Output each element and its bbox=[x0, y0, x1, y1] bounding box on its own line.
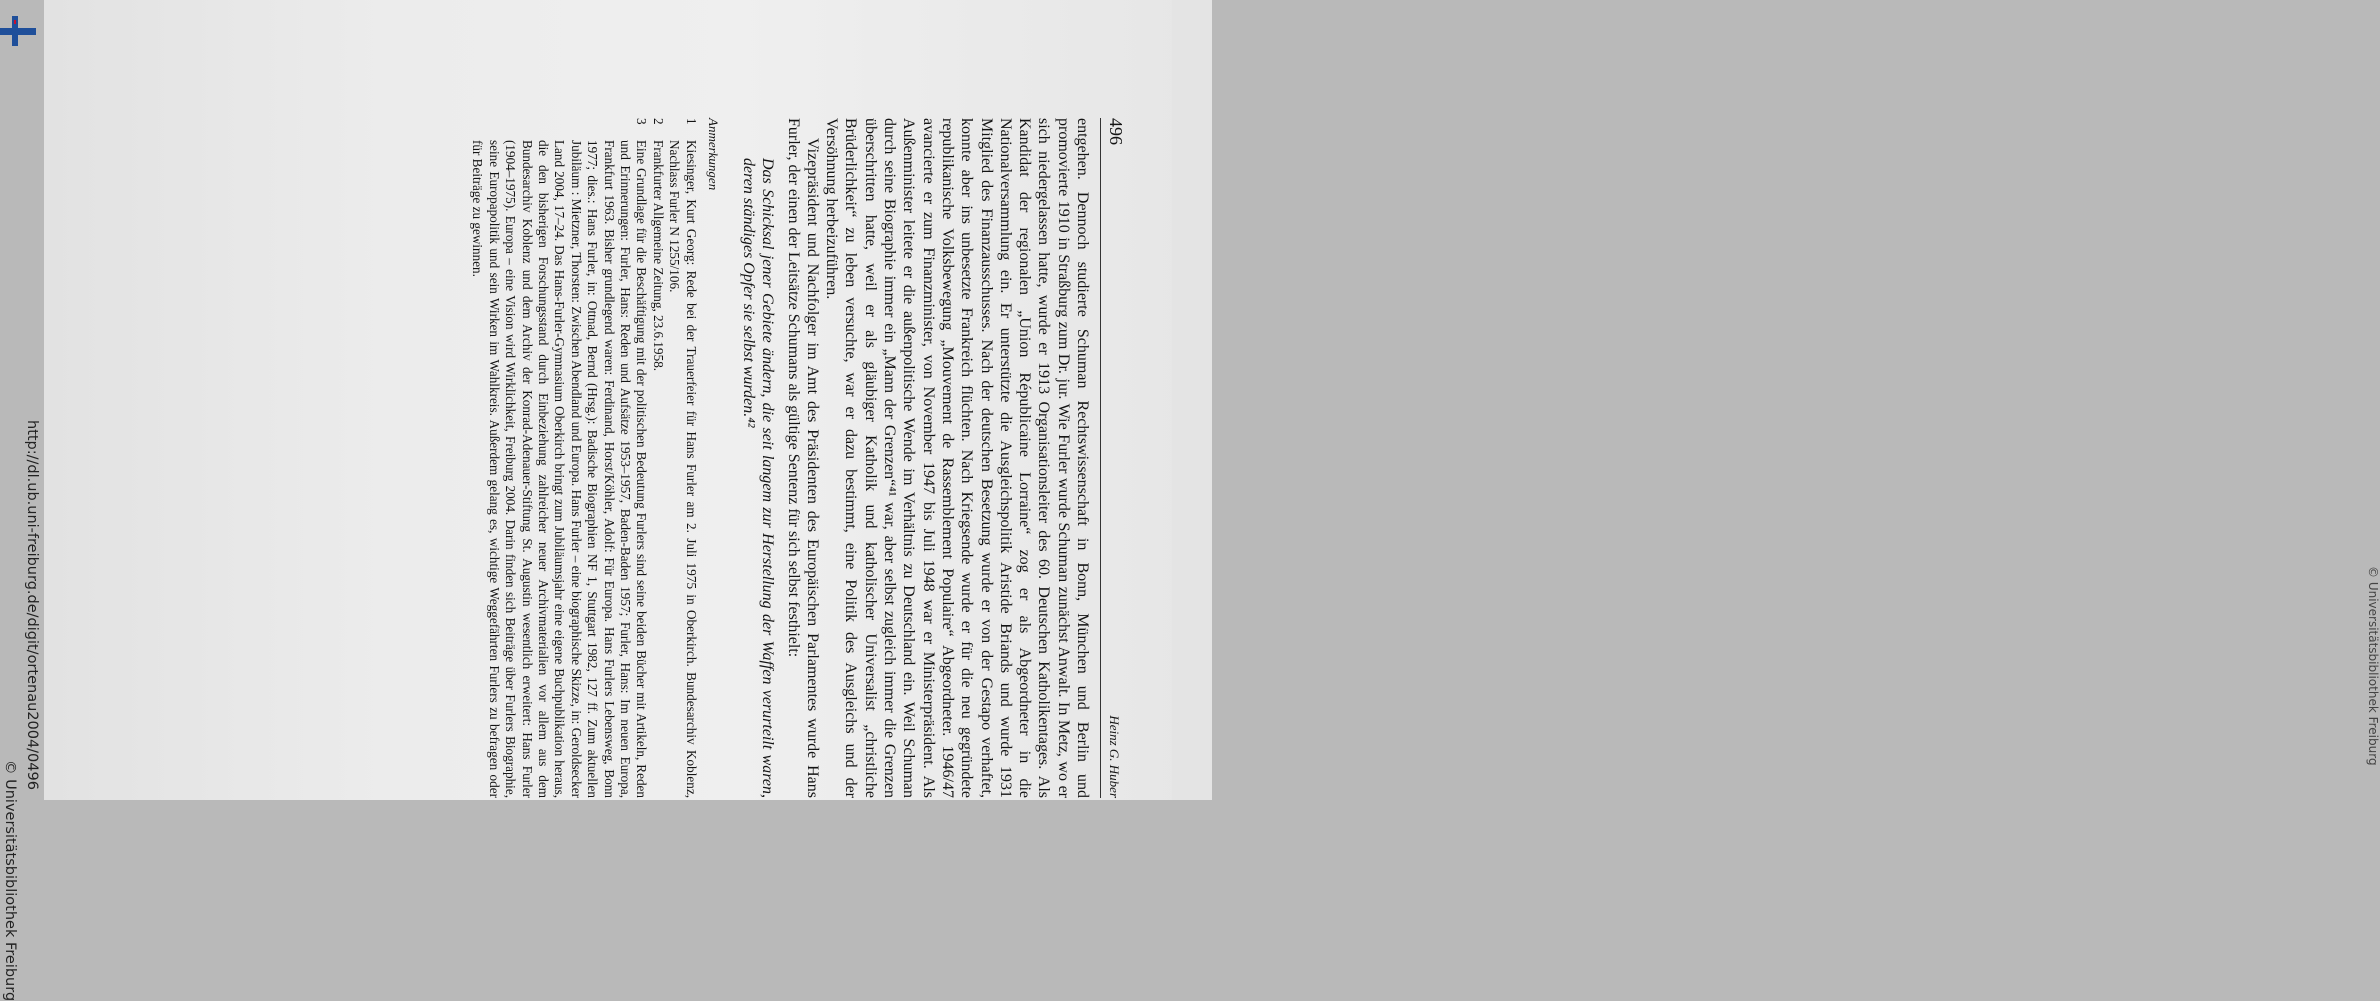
footnote-number: 2 bbox=[650, 118, 666, 125]
block-quote: Das Schicksal jener Gebiete ändern, die seit langem zur Herstellung der Waffen verurteilt waren, deren ständiges Opfer sie selbst wurden.⁴² bbox=[739, 158, 777, 798]
right-edge-strip bbox=[1172, 0, 2380, 800]
library-logo-icon bbox=[0, 0, 44, 46]
running-head-author: Heinz G. Huber bbox=[1107, 715, 1122, 798]
notes-heading: Anmerkungen bbox=[705, 118, 721, 191]
footnote-text: Eine Grundlage für die Beschäftigung mit der politischen Bedeutung Furlers sind seine beiden Bücher mit Artikeln, Reden und Erinnerungen: Furler, Hans: Reden und Aufsätze 1953–1957, Baden-Baden 1957; Furler, Hans: Im neuen Europa, Frankfurt 1963. Bisher grundlegend waren: Ferdinand, Horst/Köhler, Adolf: Für Europa. Hans Furlers Lebensweg, Bonn 1977; dies.: Hans Furler, in: Ottnad, Bernd (Hrsg.): Badische Biographien NF 1, Stuttgart 1982, 127 ff. Zum aktuellen Jubiläum : Mietzner, Thorsten: Zwischen Abendland und Europa. Hans Furler – eine biographische Skizze, in: Geroldsecker Land 2004, 17–24. Das Hans-Furler-Gymnasium Oberkirch bringt zum Jubiläumsjahr eine eigene Buchpublikation heraus, die den bisherigen Forschungsstand durch Einbeziehung zahlreicher neuer Archivmaterialien vor allem aus dem Bundesarchiv Koblenz und dem Archiv der Konrad-Adenauer-Stiftung St. Augustin wesentlich erweitert: Hans Furler (1904–1975). Europa – eine Vision wird Wirklichkeit, Freiburg 2004. Darin finden sich Beiträge über Furlers Biographie, seine Europapolitik und sein Wirken im Wahlkreis. Außerdem gelang es, wichtige Weggefährten Furlers zu befragen oder für Beiträge zu gewinnen. bbox=[470, 140, 650, 798]
footnote bbox=[649, 118, 665, 798]
footnote-text: Kiesinger, Kurt Georg: Rede bei der Trauerfeier für Hans Furler am 2. Juli 1975 in Oberkirch. Bundesarchiv Koblenz, Nachlass Furler N 1255/106. bbox=[667, 140, 699, 798]
page-content bbox=[146, 118, 1126, 798]
document-url-link[interactable]: http://dl.ub.uni-freiburg.de/digit/ortenau2004/0496 bbox=[24, 420, 40, 790]
footnotes bbox=[469, 118, 699, 798]
copyright-notice: © Universitätsbibliothek Freiburg bbox=[2, 760, 18, 1001]
footnote-text: Frankfurter Allgemeine Zeitung, 23.6.1958. bbox=[650, 140, 666, 372]
paragraph: Vizepräsident und Nachfolger im Amt des Präsidenten des Europäischen Parlamentes wurde Hans Furler, der einen der Leitsätze Schumans als gültige Sentenz für sich selbst festhielt: bbox=[784, 118, 821, 798]
paragraph: entgehen. Dennoch studierte Schuman Rechtswissenschaft in Bonn, München und Berlin und promovierte 1910 in Straßburg zum Dr. jur. Wie Furler wurde Schuman zunächst Anwalt. In Metz, wo er sich niedergelassen hatte, wurde er 1913 Organisationsleiter des 60. Deutschen Katholikentages. Als Kandidat der regionalen „Union Républicaine Lorraine“ zog er als Abgeordneter in die Nationalversammlung ein. Er unterstützte die Ausgleichspolitik Aristide Briands und wurde 1931 Mitglied des Finanzausschusses. Nach der deutschen Besetzung wurde er von der Gestapo verhaftet, konnte aber ins unbesetzte Frankreich flüchten. Nach Kriegsende wurde er für die neu gegründete republikanische Volksbewegung „Mouvement de Rassemblement Populaire“ Abgeordneter. 1946/47 avancierte er zum Finanzminister, von November 1947 bis Juli 1948 war er Ministerpräsident. Als Außenminister leitete er die außenpolitische Wende im Verhältnis zu Deutschland ein. Weil Schuman durch seine Biographie immer ein „Mann der Grenzen“⁴¹ war, aber selbst zugleich immer die Grenzen überschritten hatte, weil er als gläubiger Katholik und katholischer Universalist „christliche Brüderlichkeit“ zu leben versuchte, war er dazu bestimmt, eine Politik des Ausgleichs und der Versöhnung herbeizuführen. bbox=[823, 118, 1091, 798]
edge-copyright-stamp: © Universitätsbibliothek Freiburg bbox=[2366, 566, 2380, 766]
page-number: 496 bbox=[1106, 118, 1126, 145]
footnote bbox=[469, 118, 649, 798]
footnote-number: 1 bbox=[683, 118, 699, 125]
running-header bbox=[1100, 118, 1126, 798]
body-text bbox=[783, 118, 1092, 798]
footnote bbox=[666, 118, 699, 798]
footnote-number: 3 bbox=[634, 118, 650, 125]
